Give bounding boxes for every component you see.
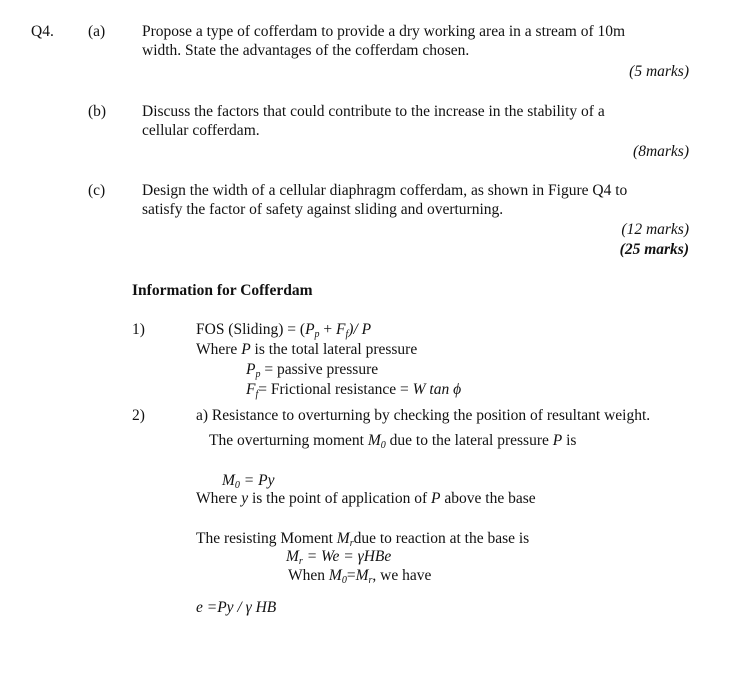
part-b-label: (b) — [88, 103, 107, 120]
when-equals: = — [346, 567, 356, 584]
where-suffix: is the total lateral pressure — [250, 341, 418, 358]
rm-m-symbol: M — [336, 530, 350, 547]
resisting-moment-equation — [286, 547, 391, 566]
wy-p-symbol: P — [431, 490, 441, 507]
eq1-rest: = Py — [239, 472, 275, 489]
ff-symbol: F — [246, 381, 256, 398]
rm-prefix: The resisting Moment — [196, 530, 337, 547]
pp-text: = passive pressure — [260, 361, 379, 378]
om-mid: due to the lateral pressure — [385, 432, 553, 449]
part-c-line2: satisfy the factor of safety against sliding and overturning. — [142, 201, 504, 218]
rm-suffix: due to reaction at the base is — [353, 530, 530, 547]
when-condition-line — [288, 566, 431, 585]
wy-mid: is the point of application of — [248, 490, 432, 507]
om-p-symbol: P — [552, 432, 563, 449]
when-mr-symbol: M — [355, 567, 369, 584]
part-a-line2: width. State the advantages of the cofferdam chosen. — [142, 42, 470, 59]
when-prefix: When — [288, 567, 329, 584]
eq1-subscript: 0 — [234, 480, 240, 491]
eq2-rest: = We = γHBe — [302, 548, 392, 565]
part-b-line2: cellular cofferdam. — [142, 122, 260, 139]
om-subscript: 0 — [380, 440, 386, 451]
question-number: Q4. — [31, 23, 54, 40]
part-c-marks: (12 marks) — [621, 221, 689, 238]
rm-subscript: r — [349, 538, 354, 549]
resisting-moment-line — [196, 529, 529, 548]
eq1-m-symbol: M — [222, 472, 235, 489]
item-2-number: 2) — [132, 407, 145, 424]
om-prefix: The overturning moment — [209, 432, 368, 449]
fos-f-subscript: f — [345, 329, 349, 340]
fos-p-symbol: P — [305, 321, 315, 338]
part-a-line1: Propose a type of cofferdam to provide a dry working area in a stream of 10m — [142, 23, 626, 40]
part-a-label: (a) — [88, 23, 106, 40]
part-c-line1: Design the width of a cellular diaphragm cofferdam, as shown in Figure Q4 to — [142, 182, 628, 199]
when-subscript-r: r — [368, 575, 373, 586]
wy-prefix: Where — [196, 490, 242, 507]
fos-f-symbol: F — [336, 321, 346, 338]
om-m-symbol: M — [367, 432, 381, 449]
where-y-definition — [196, 489, 536, 508]
ff-text: = Frictional resistance = — [258, 381, 413, 398]
when-subscript-0: 0 — [341, 575, 347, 586]
part-b-marks: (8marks) — [633, 143, 689, 160]
moment-equation — [222, 471, 274, 490]
ff-subscript: f — [255, 389, 259, 400]
where-prefix: Where — [196, 341, 242, 358]
frictional-resistance-definition — [246, 380, 461, 399]
part-c-label: (c) — [88, 182, 106, 199]
eq2-subscript: r — [298, 556, 303, 567]
item-1-number: 1) — [132, 321, 145, 338]
total-marks: (25 marks) — [619, 241, 689, 258]
wy-suffix: above the base — [440, 490, 536, 507]
overturning-moment-line — [209, 431, 576, 450]
pp-symbol: P — [246, 361, 256, 378]
when-suffix: , we have — [372, 567, 432, 584]
fos-p-subscript: p — [314, 329, 320, 340]
fos-prefix: FOS (Sliding) = ( — [196, 321, 306, 338]
where-p-symbol: P — [241, 341, 251, 358]
eq2-m-symbol: M — [286, 548, 299, 565]
overturning-resistance-line: a) Resistance to overturning by checking the position of resultant weight. — [196, 407, 651, 424]
info-heading: Information for Cofferdam — [132, 282, 313, 299]
fos-suffix: )/ P — [348, 321, 372, 338]
part-a-marks: (5 marks) — [629, 63, 689, 80]
part-b-line1: Discuss the factors that could contribute to the increase in the stability of a — [142, 103, 605, 120]
fos-plus: + — [319, 321, 337, 338]
fos-sliding-formula — [196, 320, 371, 339]
when-m0-symbol: M — [328, 567, 342, 584]
wy-y-symbol: y — [241, 490, 249, 507]
pp-subscript: p — [255, 369, 261, 380]
eccentricity-equation: e =Py / γ HB — [196, 599, 277, 616]
passive-pressure-definition — [246, 360, 378, 379]
ff-formula: W tan ϕ — [412, 381, 462, 398]
om-suffix: is — [562, 432, 577, 449]
where-p-definition — [196, 340, 417, 359]
